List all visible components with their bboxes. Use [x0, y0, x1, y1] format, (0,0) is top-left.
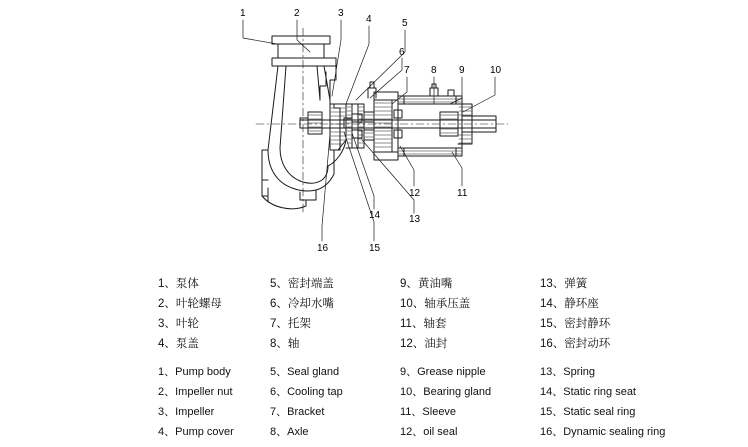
pump-body-contour	[262, 148, 334, 209]
callout-3: 3	[338, 8, 344, 19]
legend-item: 9、黄油嘴	[400, 278, 453, 290]
legend-item: 10、Bearing gland	[400, 386, 492, 398]
callout-7: 7	[404, 65, 410, 76]
legend-item: 1、Pump body	[158, 366, 231, 378]
legend-item: 5、密封端盖	[270, 278, 334, 290]
legend-item: 1、泵体	[158, 278, 199, 290]
legend-item: 14、静环座	[540, 298, 599, 310]
callout-1: 1	[240, 8, 246, 19]
legend-item: 16、Dynamic sealing ring	[540, 426, 666, 438]
legend-item: 11、轴套	[400, 318, 447, 330]
legend-item: 7、Bracket	[270, 406, 325, 418]
callout-13: 13	[409, 214, 421, 225]
callout-2: 2	[294, 8, 300, 19]
callout-15: 15	[369, 243, 381, 254]
callout-6: 6	[399, 47, 405, 58]
legend-en-col-2	[270, 362, 400, 442]
legend-english	[0, 362, 748, 442]
callout-14: 14	[369, 210, 381, 221]
legend-item: 11、Sleeve	[400, 406, 457, 418]
legend-cn-col-2	[270, 274, 400, 354]
legend-item: 9、Grease nipple	[400, 366, 486, 378]
mechanical-seal	[344, 112, 374, 140]
callout-12: 12	[409, 188, 421, 199]
legend-item: 12、油封	[400, 338, 448, 350]
legend-item: 6、Cooling tap	[270, 386, 343, 398]
legend-item: 2、Impeller nut	[158, 386, 233, 398]
legend-en-col-4	[540, 362, 690, 442]
legend-cn-col-1	[158, 274, 270, 354]
legend-item: 14、Static ring seat	[540, 386, 636, 398]
center-line	[256, 28, 508, 214]
callout-11: 11	[457, 188, 468, 199]
callout-9: 9	[459, 65, 465, 76]
legend-item: 7、托架	[270, 318, 311, 330]
legend-item: 4、Pump cover	[158, 426, 234, 438]
legend-item: 2、叶轮螺母	[158, 298, 222, 310]
legend-item: 10、轴承压盖	[400, 298, 471, 310]
legend-cn-col-4	[540, 274, 690, 354]
grease-nipple	[430, 84, 454, 96]
callout-8: 8	[431, 65, 437, 76]
suction-flange	[268, 36, 336, 150]
legend-chinese	[0, 274, 748, 354]
parts-legend	[0, 258, 748, 447]
callout-5: 5	[402, 18, 408, 29]
legend-item: 12、oil seal	[400, 426, 458, 438]
legend-item: 5、Seal gland	[270, 366, 340, 378]
legend-cn-col-3	[400, 274, 540, 354]
legend-item: 16、密封动环	[540, 338, 611, 350]
legend-item: 15、密封静环	[540, 318, 611, 330]
legend-item: 3、Impeller	[158, 406, 215, 418]
legend-item: 6、冷却水嘴	[270, 298, 334, 310]
callout-10: 10	[490, 65, 502, 76]
legend-item: 13、Spring	[540, 366, 596, 378]
legend-item: 4、泵盖	[158, 338, 199, 350]
legend-item: 13、弹簧	[540, 278, 588, 290]
legend-item: 8、轴	[270, 338, 300, 350]
bearing-housing	[398, 96, 462, 156]
legend-en-col-1	[158, 362, 270, 442]
legend-en-col-3	[400, 362, 540, 442]
callout-4: 4	[366, 14, 372, 25]
legend-item: 8、Axle	[270, 426, 309, 438]
callout-16: 16	[317, 243, 329, 254]
legend-item: 15、Static seal ring	[540, 406, 636, 418]
legend-item: 3、叶轮	[158, 318, 199, 330]
